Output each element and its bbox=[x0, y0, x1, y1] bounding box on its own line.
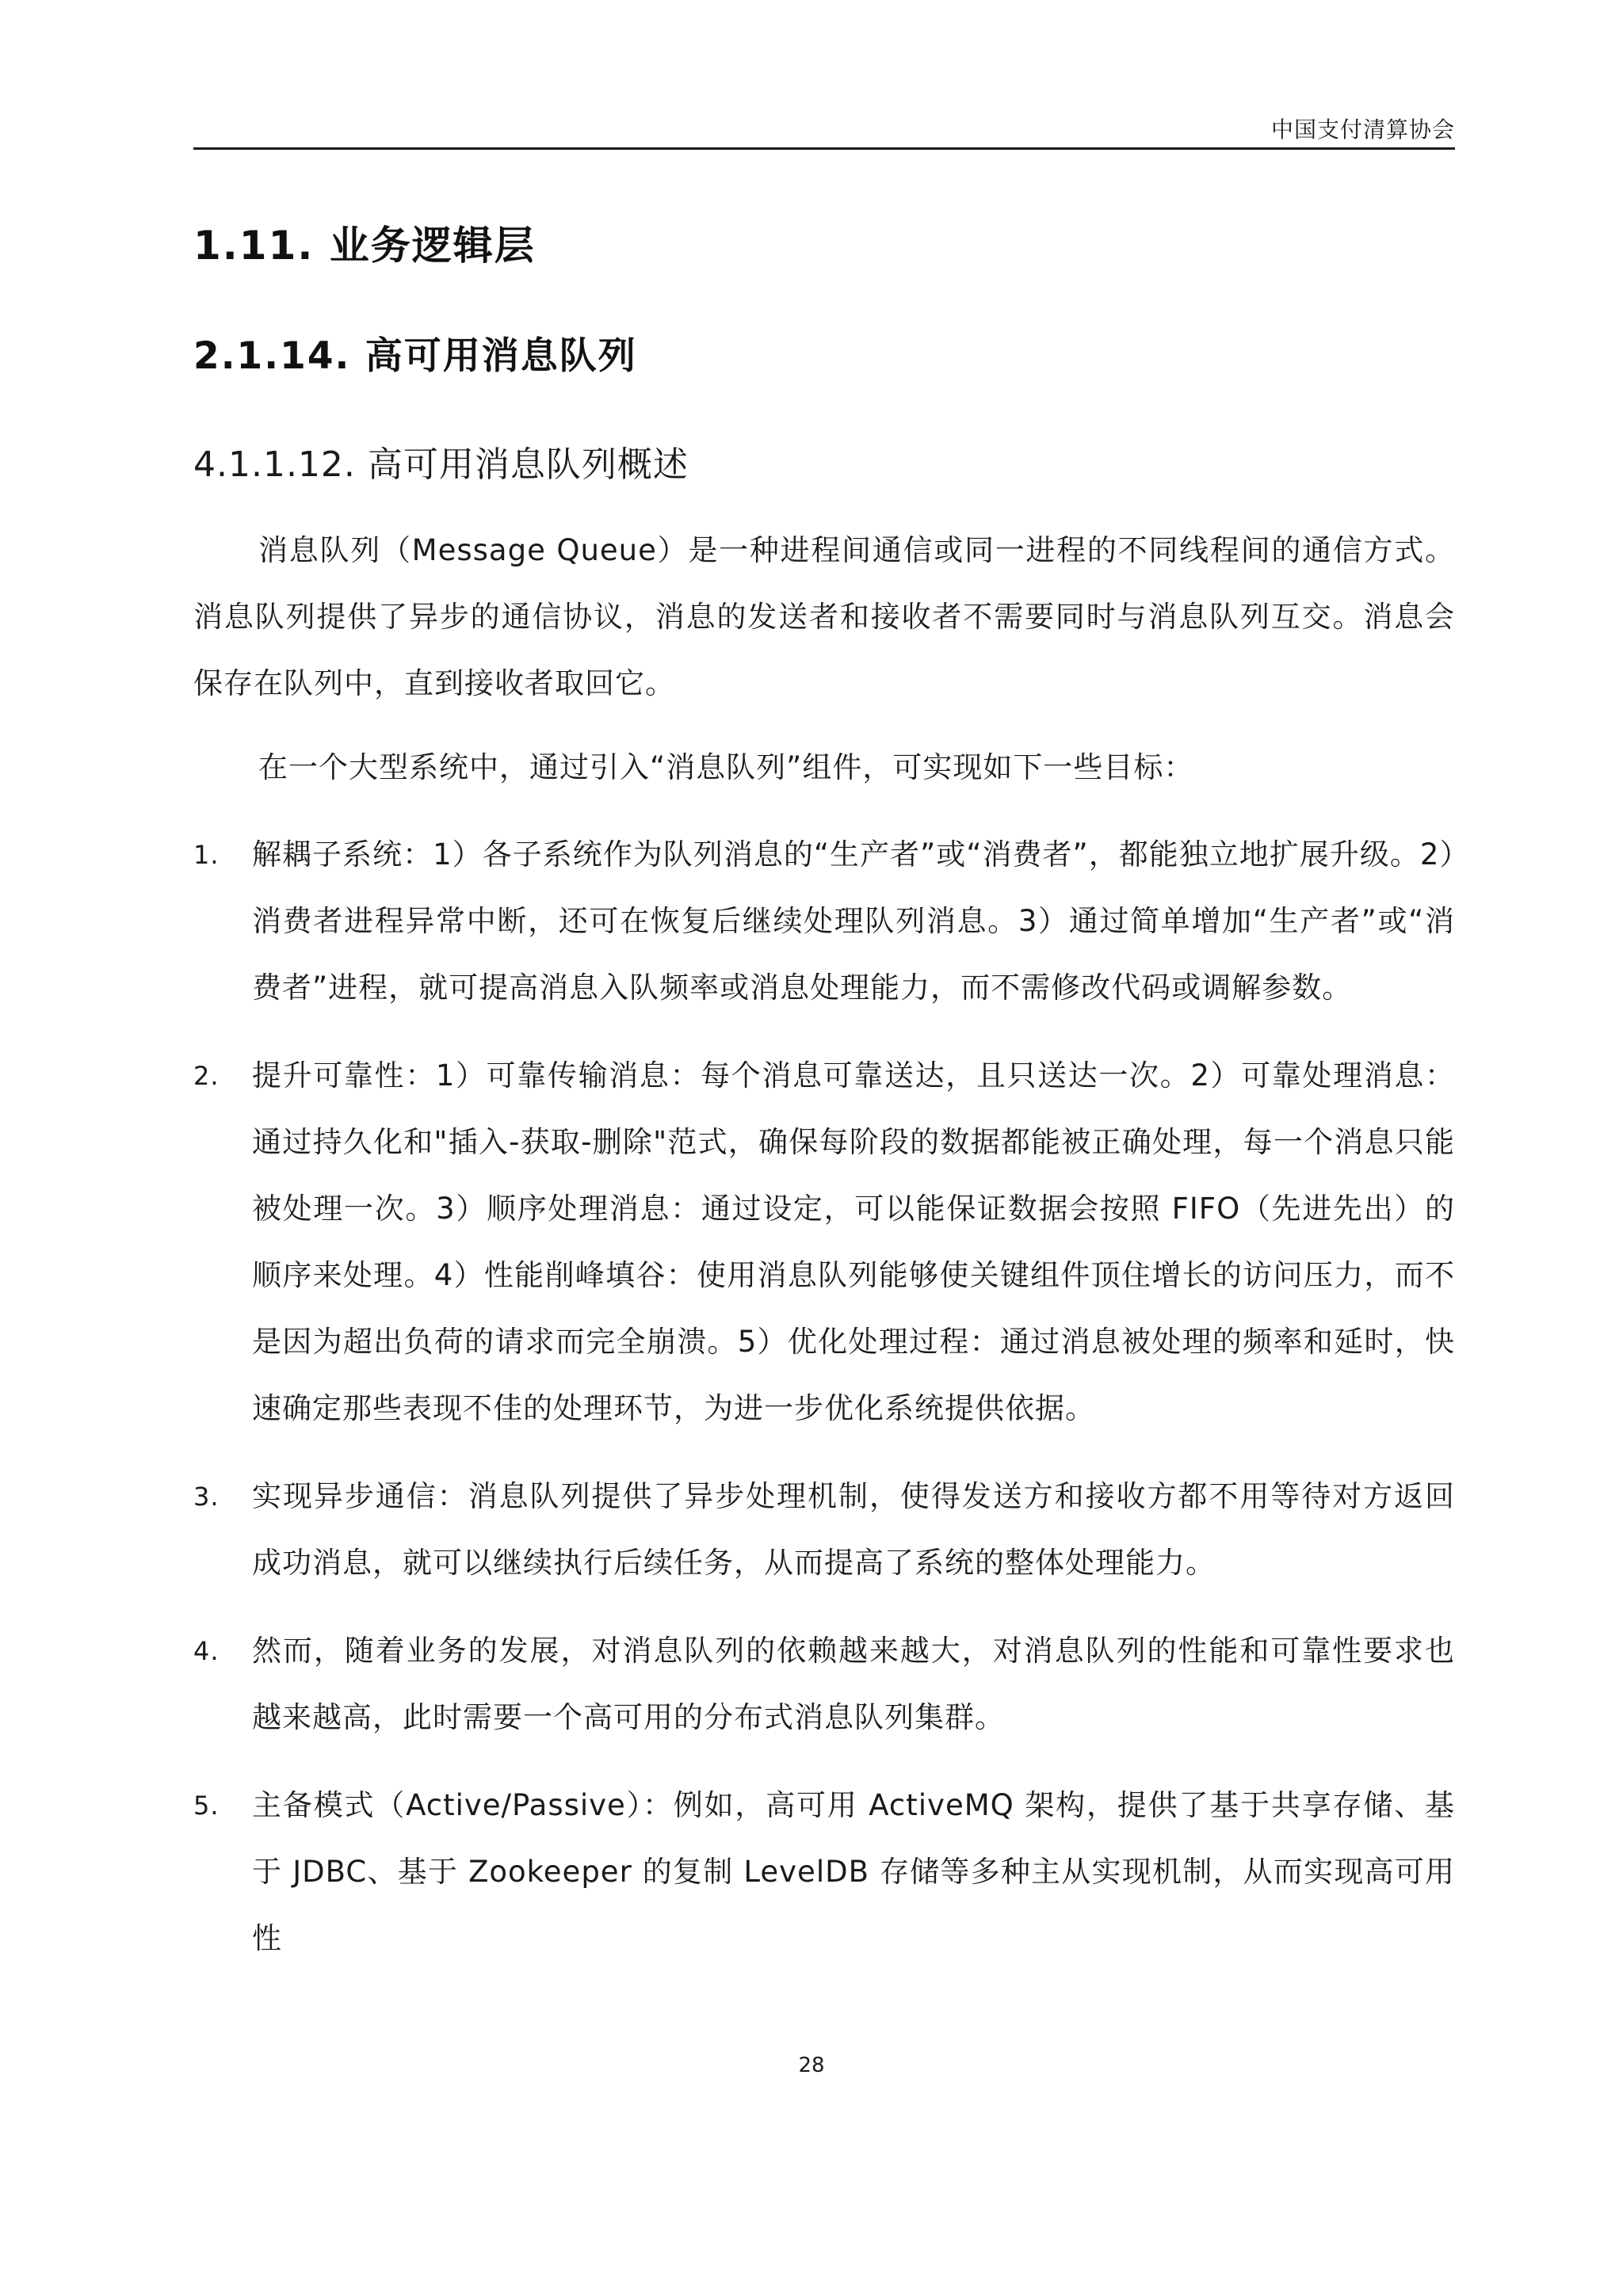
numbered-list bbox=[193, 822, 1455, 1993]
section-heading-level3: 4.1.1.12. 高可用消息队列概述 bbox=[193, 444, 689, 485]
list-item bbox=[193, 1463, 1455, 1596]
list-marker: 5. bbox=[193, 1791, 220, 1821]
body-paragraph: 消息队列（Message Queue）是一种进程间通信或同一进程的不同线程间的通信方式。消息队列提供了异步的通信协议，消息的发送者和接收者不需要同时与消息队列互交。消息会保存在队列中，直到接收者取回它。 bbox=[193, 533, 1455, 700]
list-item bbox=[193, 1772, 1455, 1972]
list-marker: 4. bbox=[193, 1636, 220, 1666]
list-item-text: 解耦子系统：1）各子系统作为队列消息的“生产者”或“消费者”，都能独立地扩展升级。2）消费者进程异常中断，还可在恢复后继续处理队列消息。3）通过简单增加“生产者”或“消费者”进程，就可提高消息入队频率或消息处理能力，而不需修改代码或调解参数。 bbox=[252, 837, 1455, 1005]
list-item-text: 提升可靠性：1）可靠传输消息：每个消息可靠送达，且只送达一次。2）可靠处理消息：通过持久化和"插入-获取-删除"范式，确保每阶段的数据都能被正确处理，每一个消息只能被处理一次。3）顺序处理消息：通过设定，可以能保证数据会按照 FIFO（先进先出）的顺序来处理。4）性能削峰填谷：使用消息队列能够使关键组件顶住增长的访问压力，而不是因为超出负荷的请求而完全崩溃。5）优化处理过程：通过消息被处理的频率和延时，快速确定那些表现不佳的处理环节，为进一步优化系统提供依据。 bbox=[252, 1058, 1455, 1425]
list-item-text: 实现异步通信：消息队列提供了异步处理机制，使得发送方和接收方都不用等待对方返回成功消息，就可以继续执行后续任务，从而提高了系统的整体处理能力。 bbox=[252, 1479, 1455, 1580]
running-header: 中国支付清算协会 bbox=[1270, 116, 1455, 143]
list-item bbox=[193, 822, 1455, 1021]
header-rule bbox=[193, 147, 1455, 150]
body-paragraph: 在一个大型系统中，通过引入“消息队列”组件，可实现如下一些目标： bbox=[258, 750, 1194, 784]
list-item-text: 主备模式（Active/Passive）：例如，高可用 ActiveMQ 架构，提供了基于共享存储、基于 JDBC、基于 Zookeeper 的复制 LevelDB 存储等多种主从实现机制，从而实现高可用性 bbox=[252, 1788, 1455, 1955]
list-marker: 3. bbox=[193, 1482, 220, 1512]
list-marker: 1. bbox=[193, 840, 220, 870]
list-item bbox=[193, 1618, 1455, 1751]
page-number: 28 bbox=[798, 2054, 825, 2077]
section-heading-level1: 1.11. 业务逻辑层 bbox=[193, 223, 536, 269]
section-heading-level2: 2.1.14. 高可用消息队列 bbox=[193, 334, 637, 378]
list-marker: 2. bbox=[193, 1061, 220, 1091]
list-item-text: 然而，随着业务的发展，对消息队列的依赖越来越大，对消息队列的性能和可靠性要求也越来越高，此时需要一个高可用的分布式消息队列集群。 bbox=[252, 1634, 1455, 1734]
list-item bbox=[193, 1043, 1455, 1442]
